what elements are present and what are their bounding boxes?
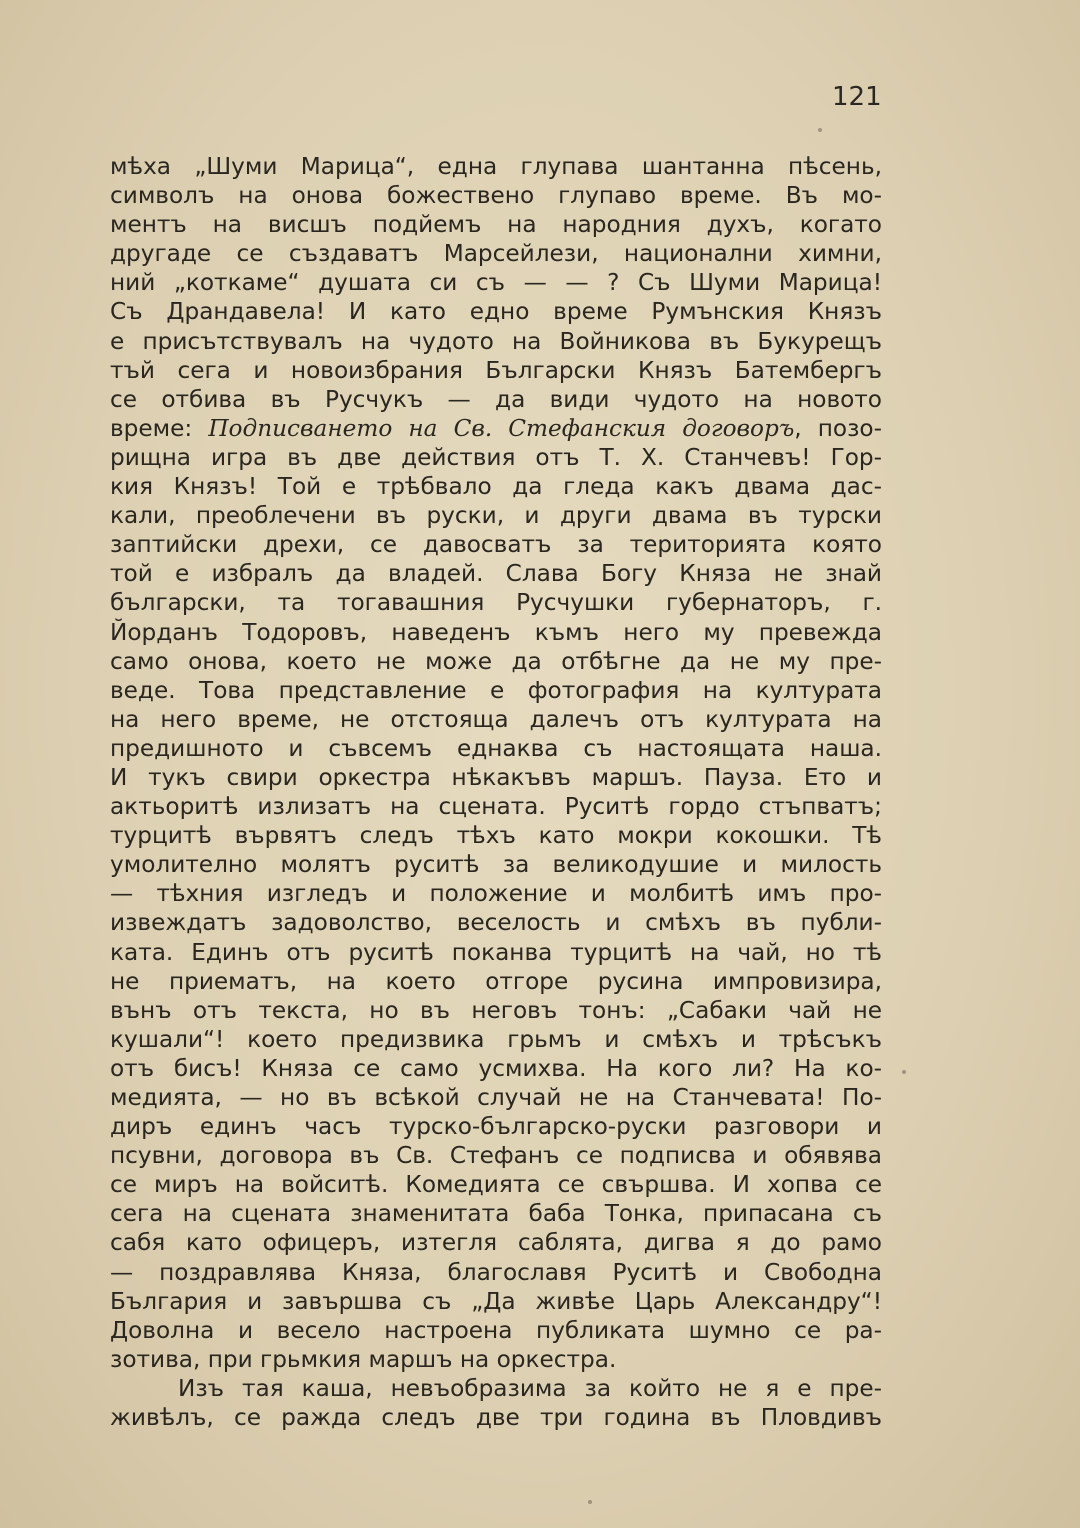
text-line: вънъ отъ текста, но въ неговъ тонъ: „Сабаки чай не	[110, 996, 882, 1024]
text-segment: , позо-	[794, 414, 882, 442]
text-line: български, та тогавашния Русчушки губернаторъ, г.	[110, 589, 882, 617]
text-line: веде. Това представление е фотография на културата	[110, 676, 882, 704]
text-line: Доволна и весело настроена публиката шумно се ра-	[110, 1316, 882, 1344]
text-line: кушали“! което предизвика грьмъ и смѣхъ и трѣсъкъ	[110, 1025, 882, 1053]
text-line: Съ Драндавела! И като едно време Румънския Князъ	[110, 298, 882, 326]
text-line: сега на сцената знаменитата баба Тонка, припасана съ	[110, 1200, 882, 1228]
text-line-paragraph-end: зотива, при грьмкия маршъ на оркестра.	[110, 1345, 617, 1373]
text-line-paragraph-start: Изъ тая каша, невъобразима за който не я е пре-	[178, 1374, 882, 1402]
text-line: — тѣхния изгледъ и положение и молбитѣ имъ про-	[110, 880, 882, 908]
text-line: ментъ на висшъ подйемъ на народния духъ, когато	[110, 211, 882, 239]
text-line: той е избралъ да владей. Слава Богу Княза не знай	[110, 560, 882, 588]
text-line: символъ на онова божествено глупаво време. Въ мо-	[110, 182, 882, 210]
text-line: на него време, не отстояща далечъ отъ културата на	[110, 705, 882, 733]
text-line: извеждатъ задоволство, веселость и смѣхъ въ публи-	[110, 909, 882, 937]
text-line: кали, преоблечени въ руски, и други двама въ турски	[110, 502, 882, 530]
text-line: мѣха „Шуми Марица“, една глупава шантанна пѣсень,	[110, 153, 882, 180]
text-line: другаде се създаватъ Марсейлези, национални химни,	[110, 240, 882, 268]
text-line: актьоритѣ излизатъ на сцената. Руситѣ гордо стъпватъ;	[110, 793, 882, 821]
text-line: предишното и съвсемъ еднаква съ настоящата наша.	[110, 734, 882, 762]
text-line: тъй сега и новоизбрания Български Князъ Батембергъ	[110, 356, 882, 384]
text-line: е присътствувалъ на чудото на Войникова въ Букурещъ	[110, 327, 882, 355]
text-line-with-italic	[110, 414, 882, 443]
text-line: се отбива въ Русчукъ — да види чудото на новото	[110, 385, 882, 413]
text-line: турцитѣ вървятъ следъ тѣхъ като мокри кокошки. Тѣ	[110, 822, 882, 850]
text-line: ний „коткаме“ душата си съ — — ? Съ Шуми Марица!	[110, 269, 882, 297]
text-line: сабя като офицеръ, изтегля саблята, дигва я до рамо	[110, 1229, 882, 1257]
text-segment: време:	[110, 414, 209, 442]
page-number: 121	[832, 82, 882, 112]
text-line: не приематъ, на което отгоре русина импровизира,	[110, 967, 882, 995]
text-line: кия Князъ! Той е трѣбвало да гледа какъ двама дас-	[110, 473, 882, 501]
text-line: рищна игра въ две действия отъ Т. Х. Станчевъ! Гор-	[110, 443, 882, 471]
text-line: се миръ на войситѣ. Комедията се свършва. И хопва се	[110, 1171, 882, 1199]
text-line: България и завършва съ „Да живѣе Царь Александру“!	[110, 1287, 882, 1315]
paper-speck	[902, 1070, 906, 1074]
text-line: диръ единъ часъ турско-българско-руски разговори и	[110, 1113, 882, 1141]
paper-speck	[588, 1500, 592, 1504]
text-line: псувни, договора въ Св. Стефанъ се подписва и обявява	[110, 1142, 882, 1170]
italic-treaty-title: Подписването на Св. Стефанския договоръ	[208, 414, 795, 442]
text-line: И тукъ свири оркестра нѣкакъвъ маршъ. Пауза. Ето и	[110, 763, 882, 791]
text-line: отъ бисъ! Княза се само усмихва. На кого ли? На ко-	[110, 1054, 882, 1082]
text-line: — поздравлява Княза, благославя Руситѣ и Свободна	[110, 1258, 882, 1286]
text-line: само онова, което не може да отбѣгне да не му пре-	[110, 647, 882, 675]
text-line: ката. Единъ отъ руситѣ поканва турцитѣ на чай, но тѣ	[110, 938, 882, 966]
text-line: Йорданъ Тодоровъ, наведенъ къмъ него му превежда	[110, 618, 882, 646]
text-line: живѣлъ, се ражда следъ две три година въ Пловдивъ	[110, 1404, 882, 1432]
body-text	[110, 152, 882, 1432]
text-line: умолително молятъ руситѣ за великодушие и милость	[110, 851, 882, 879]
paper-speck	[818, 128, 822, 132]
text-line: заптийски дрехи, се давосватъ за територията която	[110, 531, 882, 559]
text-line: медията, — но въ всѣкой случай не на Станчевата! По-	[110, 1084, 882, 1111]
